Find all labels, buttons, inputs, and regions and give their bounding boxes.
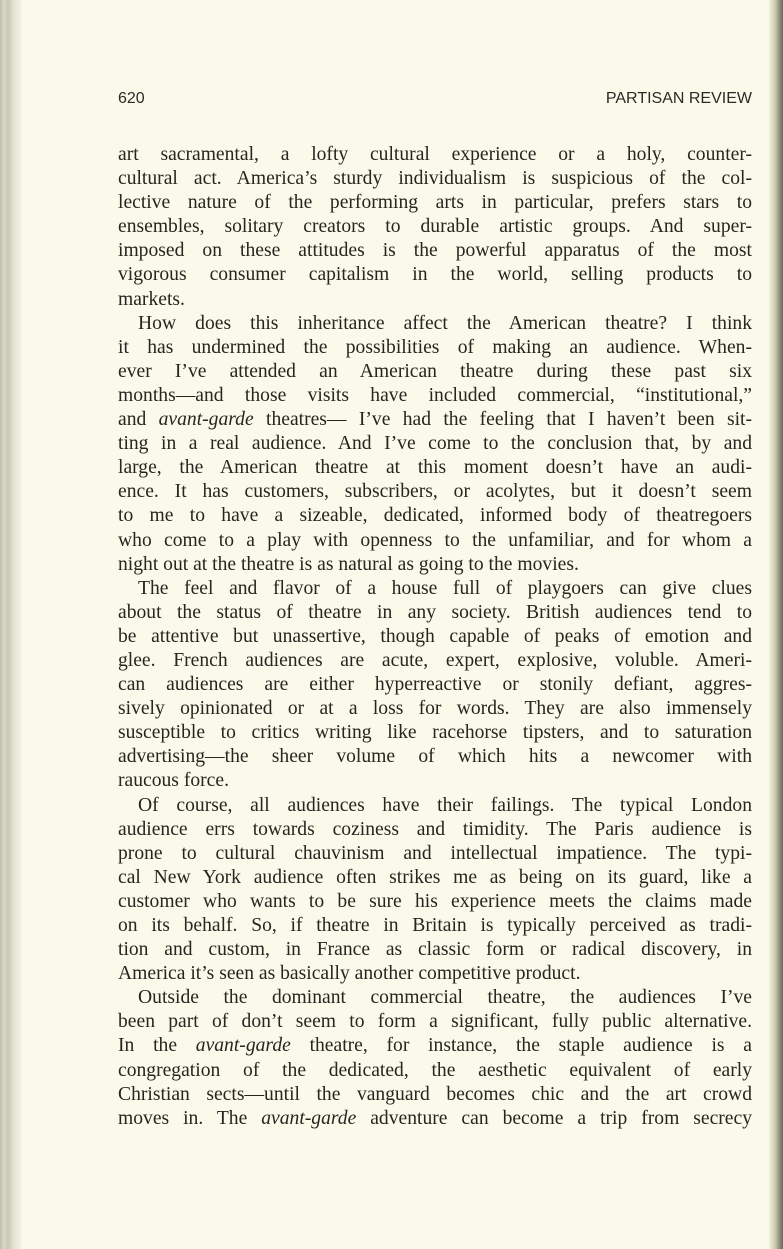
- text-line: [118, 432, 752, 456]
- italic-text: avant-garde: [195, 1035, 291, 1057]
- text-segment: night out at the theatre is as natural as going to the movies.: [118, 553, 579, 575]
- text-segment: lective nature of the performing arts in particular, prefers stars to: [118, 192, 752, 214]
- text-line: [118, 794, 752, 818]
- paragraph: [118, 986, 752, 1131]
- text-line: [118, 384, 752, 408]
- text-line: [118, 239, 752, 263]
- text-segment: advertising—the sheer volume of which hits a newcomer with: [118, 746, 752, 768]
- text-segment: In the: [118, 1035, 196, 1057]
- page-number: 620: [118, 90, 145, 107]
- text-segment: moves in. The: [118, 1107, 262, 1129]
- text-segment: large, the American theatre at this moment doesn’t have an audi-: [118, 457, 752, 479]
- text-line: [118, 890, 752, 914]
- text-segment: Of course, all audiences have their failings. The typical London: [138, 794, 752, 816]
- text-segment: theatre, for instance, the staple audience is a: [290, 1035, 752, 1057]
- text-line: [118, 456, 752, 480]
- text-line: [118, 842, 752, 866]
- page-binding-shadow: [0, 0, 22, 1249]
- text-line: [118, 143, 752, 167]
- paragraph: [118, 143, 752, 312]
- running-header: [118, 90, 752, 112]
- text-segment: ensembles, solitary creators to durable artistic groups. And super-: [118, 216, 752, 238]
- text-segment: ting in a real audience. And I’ve come to the conclusion that, by and: [118, 433, 752, 455]
- text-line: [118, 167, 752, 191]
- text-segment: theatres— I’ve had the feeling that I haven’t been sit-: [253, 409, 752, 431]
- text-line: [118, 263, 752, 287]
- text-line: [118, 1107, 752, 1131]
- text-segment: cal New York audience often strikes me as being on its guard, like a: [118, 866, 752, 888]
- italic-text: avant-garde: [158, 409, 254, 431]
- paragraph: [118, 312, 752, 577]
- text-line: [118, 504, 752, 528]
- text-segment: and: [118, 409, 159, 431]
- text-line: [118, 336, 752, 360]
- text-segment: been part of don’t seem to form a significant, fully public alternative.: [118, 1011, 752, 1033]
- text-segment: about the status of theatre in any society. British audiences tend to: [118, 601, 752, 623]
- text-line: [118, 986, 752, 1010]
- article-body: [118, 143, 752, 1131]
- text-segment: Christian sects—until the vanguard becomes chic and the art crowd: [118, 1083, 752, 1105]
- text-line: [118, 673, 752, 697]
- text-segment: The feel and flavor of a house full of playgoers can give clues: [138, 577, 752, 599]
- italic-text: avant-garde: [261, 1107, 357, 1129]
- text-segment: glee. French audiences are acute, expert, explosive, voluble. Ameri-: [118, 649, 752, 671]
- text-line: [118, 1010, 752, 1034]
- paragraph: [118, 577, 752, 794]
- text-line: [118, 818, 752, 842]
- text-segment: who come to a play with openness to the unfamiliar, and for whom a: [118, 529, 752, 551]
- text-line: [118, 408, 752, 432]
- journal-title: PARTISAN REVIEW: [605, 90, 752, 107]
- text-line: [118, 769, 752, 793]
- text-line: [118, 1034, 752, 1058]
- text-line: [118, 312, 752, 336]
- text-line: [118, 721, 752, 745]
- text-segment: it has undermined the possibilities of making an audience. When-: [118, 336, 752, 358]
- text-segment: markets.: [118, 288, 185, 310]
- text-segment: to me to have a sizeable, dedicated, informed body of theatregoers: [118, 505, 752, 527]
- text-segment: ever I’ve attended an American theatre during these past six: [118, 360, 752, 382]
- text-line: [118, 697, 752, 721]
- text-segment: raucous force.: [118, 770, 229, 792]
- text-segment: Outside the dominant commercial theatre, the audiences I’ve: [138, 987, 752, 1009]
- text-segment: imposed on these attitudes is the powerful apparatus of the most: [118, 240, 752, 262]
- text-line: [118, 480, 752, 504]
- text-segment: America it’s seen as basically another competitive product.: [118, 963, 581, 985]
- page-edge-shadow: [769, 0, 783, 1249]
- text-segment: tion and custom, in France as classic form or radical discovery, in: [118, 939, 752, 961]
- text-segment: can audiences are either hyperreactive or stonily defiant, aggres-: [118, 674, 752, 696]
- text-line: [118, 360, 752, 384]
- text-segment: prone to cultural chauvinism and intellectual impatience. The typi-: [118, 842, 752, 864]
- text-segment: on its behalf. So, if theatre in Britain is typically perceived as tradi-: [118, 915, 752, 936]
- text-line: [118, 529, 752, 553]
- text-segment: How does this inheritance affect the American theatre? I think: [138, 312, 752, 334]
- paragraph: [118, 794, 752, 987]
- text-segment: be attentive but unassertive, though capable of peaks of emotion and: [118, 625, 752, 647]
- text-line: [118, 215, 752, 239]
- text-segment: months—and those visits have included commercial, “institutional,”: [118, 384, 752, 406]
- text-line: [118, 1083, 752, 1107]
- text-segment: congregation of the dedicated, the aesthetic equivalent of early: [118, 1059, 752, 1081]
- text-line: [118, 938, 752, 962]
- text-line: [118, 553, 752, 577]
- text-segment: adventure can become a trip from secrecy: [356, 1107, 752, 1129]
- text-line: [118, 191, 752, 215]
- text-line: [118, 601, 752, 625]
- text-segment: customer who wants to be sure his experience meets the claims made: [118, 890, 752, 912]
- text-line: [118, 649, 752, 673]
- text-line: [118, 914, 752, 938]
- text-line: [118, 625, 752, 649]
- text-line: [118, 962, 752, 986]
- text-line: [118, 866, 752, 890]
- text-line: [118, 288, 752, 312]
- text-segment: susceptible to critics writing like racehorse tipsters, and to saturation: [118, 722, 752, 744]
- text-segment: ence. It has customers, subscribers, or acolytes, but it doesn’t seem: [118, 481, 752, 503]
- text-line: [118, 745, 752, 769]
- text-segment: audience errs towards coziness and timidity. The Paris audience is: [118, 818, 752, 840]
- text-segment: cultural act. America’s sturdy individualism is suspicious of the col-: [118, 168, 752, 190]
- text-line: [118, 1059, 752, 1083]
- text-line: [118, 577, 752, 601]
- text-segment: vigorous consumer capitalism in the world, selling products to: [118, 264, 752, 286]
- text-segment: art sacramental, a lofty cultural experience or a holy, counter-: [118, 144, 752, 165]
- text-segment: sively opinionated or at a loss for words. They are also immensely: [118, 698, 752, 720]
